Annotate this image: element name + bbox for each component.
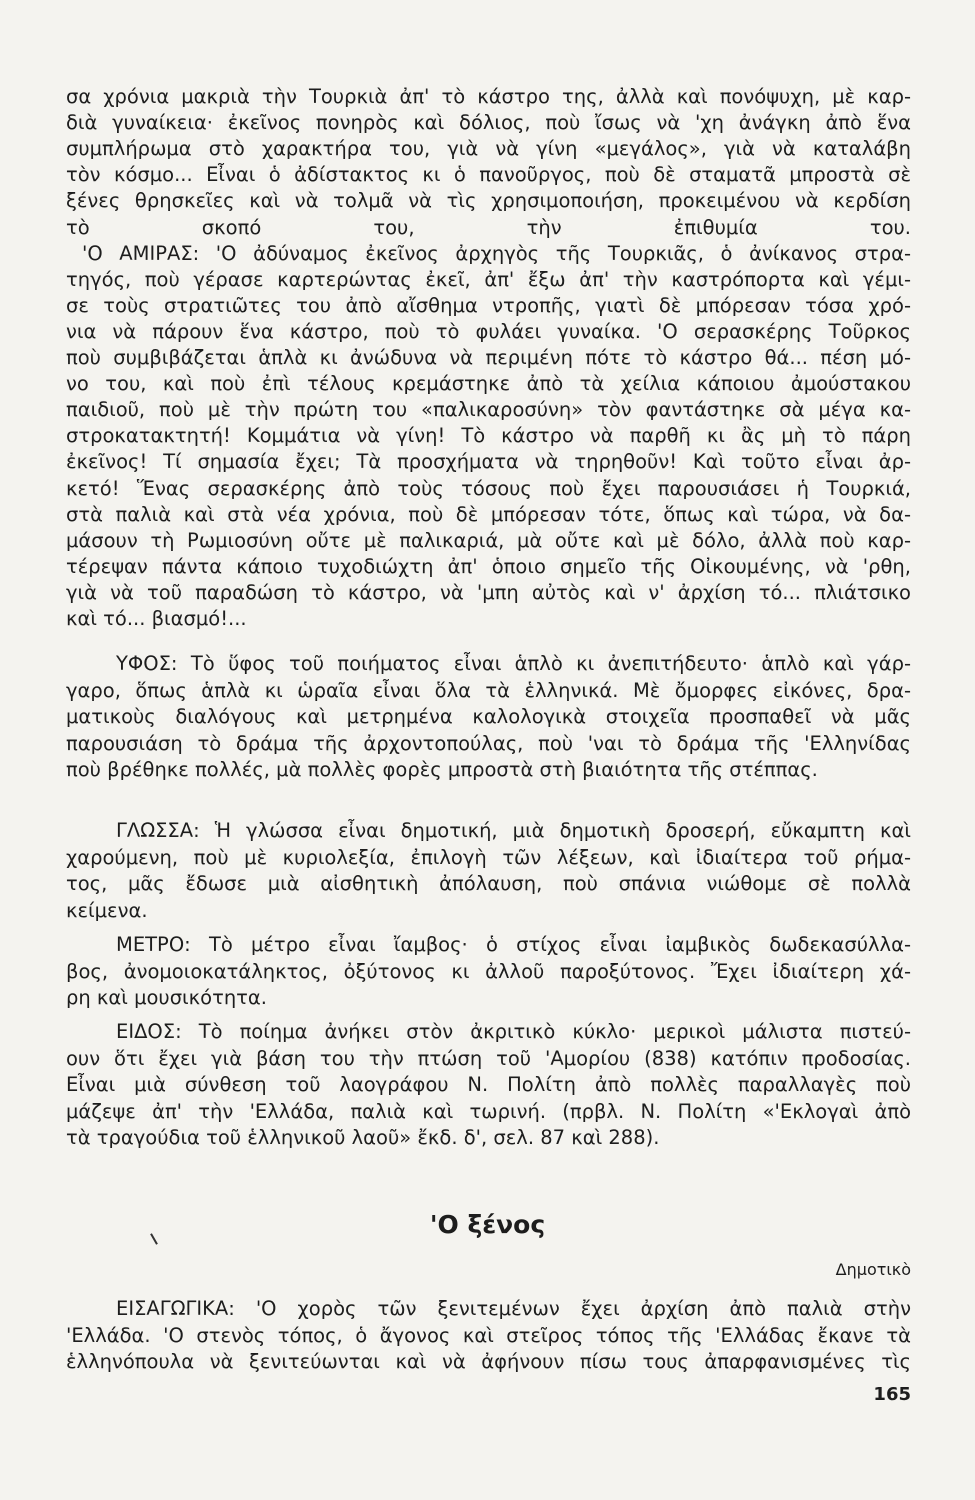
text-line: τηγός, ποὺ γέρασε καρτερώντας ἐκεῖ, ἀπ' ἔξω ἀπ' τὴν καστρόπορτα καὶ γέμι- bbox=[66, 267, 911, 291]
text-line: ουν ὅτι ἔχει γιὰ βάση του τὴν πτώση τοῦ 'Αμορίου (838) κατόπιν προδοσίας. bbox=[66, 1046, 911, 1070]
text-line: τὸν κόσμο... Εἶναι ὁ ἀδίστακτος κι ὁ πανοῦργος, ποὺ δὲ σταματᾶ μπροστὰ σὲ bbox=[66, 163, 911, 187]
text-line: τέρεψαν πάντα κάποιο τυχοδιώχτη ἀπ' ὁποιο σημεῖο τῆς Οἰκουμένης, νὰ 'ρθη, bbox=[66, 554, 911, 578]
text-line: ματικοὺς διαλόγους καὶ μετρημένα καλολογικὰ στοιχεῖα προσπαθεῖ νὰ μᾶς bbox=[66, 705, 911, 728]
text-line: διὰ γυναίκεια· ἐκεῖνος πονηρὸς καὶ δόλιος, ποὺ ἴσως νὰ 'χη ἀνάγκη ἀπὸ ἕνα bbox=[66, 111, 911, 135]
text-line: καὶ τό... βιασμό!... bbox=[66, 607, 247, 630]
text-line: ξένες θρησκεῖες καὶ νὰ τολμᾶ νὰ τὶς χρησιμοποιήση, προκειμένου νὰ κερδίση bbox=[66, 189, 911, 213]
text-line: τὸ σκοπό του, τὴν ἐπιθυμία του. bbox=[66, 215, 911, 239]
text-line: νια νὰ πάρουν ἕνα κάστρο, ποὺ τὸ φυλάει γυναίκα. 'Ο σερασκέρης Τοῦρκος bbox=[66, 319, 911, 343]
text-line: νο του, καὶ ποὺ ἐπὶ τέλους κρεμάστηκε ἀπὸ τὰ χείλια κάποιου ἀμούστακου bbox=[66, 372, 911, 396]
text-line: κετό! Ἕνας σερασκέρης ἀπὸ τοὺς τόσους ποὺ ἔχει παρουσιάσει ἡ Τουρκιά, bbox=[66, 476, 911, 500]
text-line: μάσουν τὴ Ρωμιοσύνη οὔτε μὲ παλικαριά, μὰ οὔτε καὶ μὲ δόλο, ἀλλὰ ποὺ καρ- bbox=[66, 528, 911, 552]
poem-title: 'Ο ξένος bbox=[429, 1210, 546, 1239]
text-line: ἐκεῖνος! Τί σημασία ἔχει; Τὰ προσχήματα νὰ τηρηθοῦν! Καὶ τοῦτο εἶναι ἀρ- bbox=[66, 450, 911, 474]
text-line: τὰ τραγούδια τοῦ ἑλληνικοῦ λαοῦ» ἔκδ. δ', σελ. 87 καὶ 288). bbox=[66, 1126, 660, 1149]
text-line: ποὺ συμβιβάζεται ἁπλὰ κι ἀνώδυνα νὰ περιμένη πότε τὸ κάστρο θά... πέση μό- bbox=[66, 346, 911, 369]
text-line: σε τοὺς στρατιῶτες του ἀπὸ αἴσθημα ντροπῆς, γιατὶ δὲ μπόρεσαν τόσα χρό- bbox=[66, 293, 911, 317]
text-line: 'Ο ΑΜΙΡΑΣ: 'Ο ἀδύναμος ἐκεῖνος ἀρχηγὸς τῆς Τουρκιᾶς, ὁ ἀνίκανος στρα- bbox=[82, 241, 911, 265]
text-line: ΥΦΟΣ: Τὸ ὕφος τοῦ ποιήματος εἶναι ἁπλὸ κι ἀνεπιτήδευτο· ἁπλὸ καὶ γάρ- bbox=[116, 652, 911, 675]
text-line: Εἶναι μιὰ σύνθεση τοῦ λαογράφου Ν. Πολίτη ἀπὸ πολλὲς παραλλαγὲς ποὺ bbox=[66, 1073, 911, 1096]
text-line: ΜΕΤΡΟ: Τὸ μέτρο εἶναι ἴαμβος· ὁ στίχος εἶναι ἰαμβικὸς δωδεκασύλλα- bbox=[116, 933, 911, 956]
text-line: μάζεψε ἀπ' τὴν 'Ελλάδα, παλιὰ καὶ τωρινή. (πρβλ. Ν. Πολίτη «'Εκλογαὶ ἀπὸ bbox=[66, 1099, 911, 1123]
text-line: κείμενα. bbox=[66, 898, 148, 922]
text-line: ἑλληνόπουλα νὰ ξενιτεύωνται καὶ νὰ ἀφήνουν πίσω τους ἀπαρφανισμένες τὶς bbox=[66, 1350, 911, 1373]
text-line: ρη καὶ μουσικότητα. bbox=[66, 986, 267, 1009]
text-line: χαρούμενη, ποὺ μὲ κυριολεξία, ἐπιλογὴ τῶν λέξεων, καὶ ἰδιαίτερα τοῦ ρήμα- bbox=[66, 845, 911, 869]
text-line: παρουσιάση τὸ δράμα τῆς ἀρχοντοπούλας, ποὺ 'ναι τὸ δράμα τῆς 'Ελληνίδας bbox=[66, 731, 911, 755]
text-line: στροκατακτητή! Κομμάτια νὰ γίνη! Τὸ κάστρο νὰ παρθῆ κι ἂς μὴ τὸ πάρη bbox=[66, 424, 911, 448]
text-line: γαρο, ὅπως ἁπλὰ κι ὡραῖα εἶναι ὅλα τὰ ἑλληνικά. Μὲ ὄμορφες εἰκόνες, δρα- bbox=[66, 678, 911, 702]
text-line: στὰ παλιὰ καὶ στὰ νέα χρόνια, ποὺ δὲ μπόρεσαν τότε, ὅπως καὶ τώρα, νὰ δα- bbox=[66, 502, 911, 526]
page-number: 165 bbox=[873, 1384, 911, 1405]
text-line: τος, μᾶς ἔδωσε μιὰ αἰσθητικὴ ἀπόλαυση, ποὺ σπάνια νιώθομε σὲ πολλὰ bbox=[66, 872, 911, 895]
text-line: ΕΙΔΟΣ: Τὸ ποίημα ἀνήκει στὸν ἀκριτικὸ κύκλο· μερικοὶ μάλιστα πιστεύ- bbox=[116, 1020, 911, 1043]
text-line: ΓΛΩΣΣΑ: Ἡ γλώσσα εἶναι δημοτική, μιὰ δημοτικὴ δροσερή, εὔκαμπτη καὶ bbox=[116, 819, 911, 842]
text-line: σα χρόνια μακριὰ τὴν Τουρκιὰ ἀπ' τὸ κάστρο της, ἀλλὰ καὶ πονόψυχη, μὲ καρ- bbox=[66, 85, 911, 108]
text-line: ΕΙΣΑΓΩΓΙΚΑ: 'Ο χορὸς τῶν ξενιτεμένων ἔχει ἀρχίση ἀπὸ παλιὰ στὴν bbox=[116, 1297, 911, 1320]
poem-source: Δημοτικὸ bbox=[835, 1260, 911, 1279]
text-line: γιὰ νὰ τοῦ παραδώση τὸ κάστρο, νὰ 'μπη αὐτὸς καὶ ν' ἀρχίση τό... πλιάτσικο bbox=[66, 580, 911, 604]
text-line: ποὺ βρέθηκε πολλές, μὰ πολλὲς φορὲς μπροστὰ στὴ βιαιότητα τῆς στέππας. bbox=[66, 758, 818, 781]
text-line: συμπλήρωμα στὸ χαρακτήρα του, γιὰ νὰ γίνη «μεγάλος», γιὰ νὰ καταλάβη bbox=[66, 137, 911, 161]
text-line: παιδιοῦ, ποὺ μὲ τὴν πρώτη του «παλικαροσύνη» τὸν φαντάστηκε σὰ μέγα κα- bbox=[66, 398, 911, 422]
text-line: 'Ελλάδα. 'Ο στενὸς τόπος, ὁ ἄγονος καὶ στεῖρος τόπος τῆς 'Ελλάδας ἔκανε τὰ bbox=[66, 1323, 911, 1347]
text-line: βος, ἀνομοιοκατάληκτος, ὀξύτονος κι ἀλλοῦ παροξύτονος. Ἔχει ἰδιαίτερη χά- bbox=[66, 959, 911, 983]
